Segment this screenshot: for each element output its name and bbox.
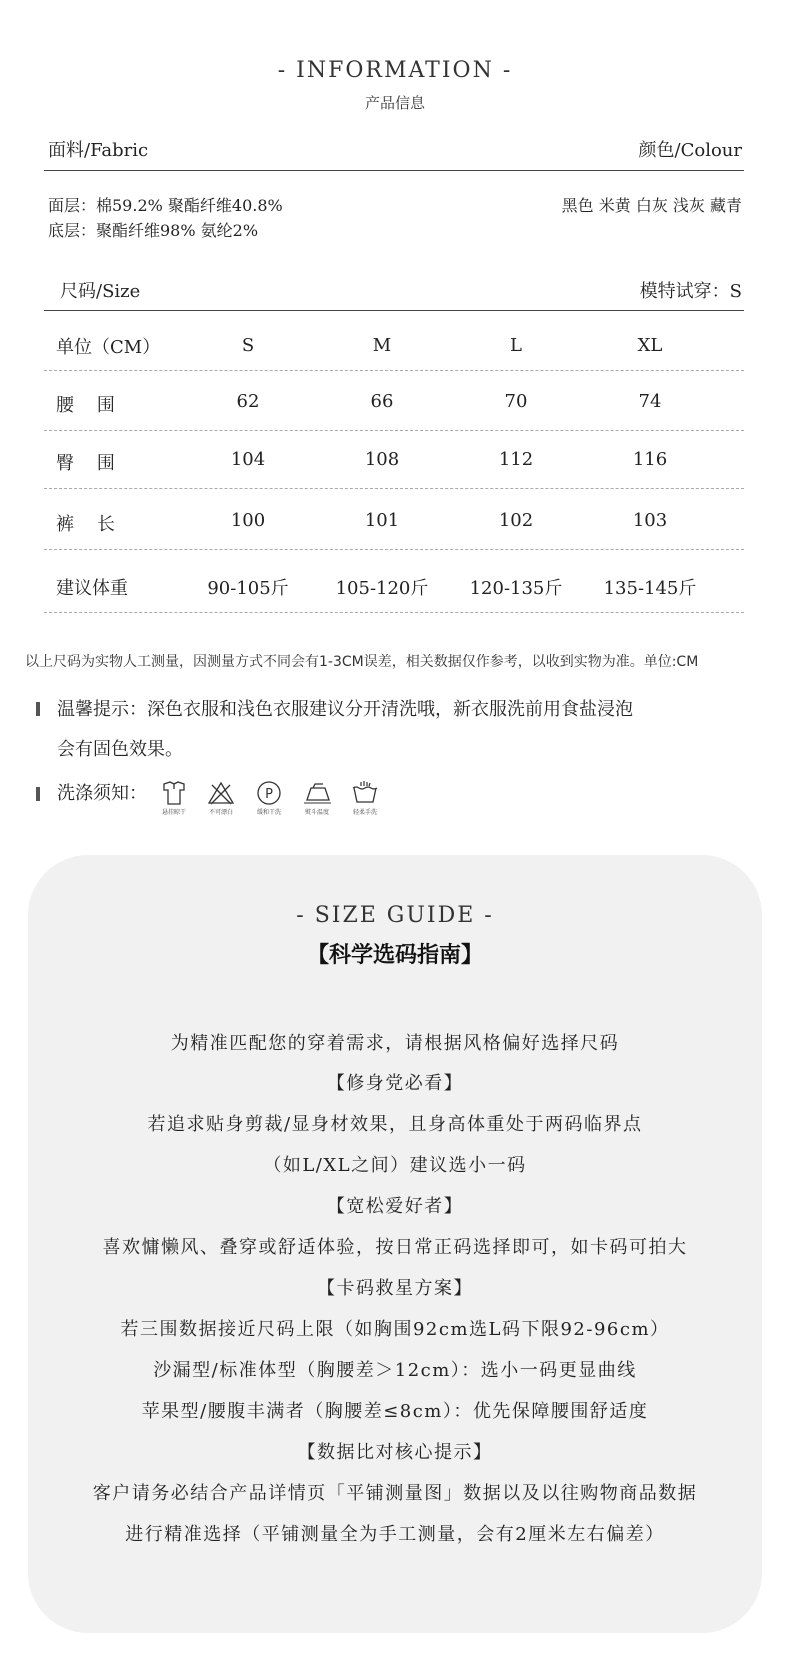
col-header-l: L (510, 335, 522, 356)
hip-m: 108 (364, 449, 400, 470)
wash-label: 洗涤须知： (57, 783, 147, 804)
hand-wash-label: 轻柔手洗 (352, 809, 377, 816)
size-guide-title: - SIZE GUIDE - (296, 903, 494, 928)
model-size: 模特试穿：S (639, 281, 742, 302)
fabric-label: 面料/Fabric (48, 140, 149, 161)
guide-line: 为精准匹配您的穿着需求，请根据风格偏好选择尺码 (170, 1033, 620, 1054)
hip-xl: 116 (632, 449, 668, 470)
iron-label: 熨斗温度 (304, 809, 329, 816)
length-s: 100 (230, 510, 266, 531)
col-header-s: S (241, 335, 255, 356)
row-divider (44, 612, 744, 613)
row-label-length: 裤 长 (56, 514, 115, 535)
row-divider (44, 488, 744, 489)
warm-tip-line1: 温馨提示：深色衣服和浅色衣服建议分开清洗哦，新衣服洗前用食盐浸泡 (57, 699, 633, 720)
guide-line: 沙漏型/标准体型（胸腰差＞12cm）：选小一码更显曲线 (153, 1360, 637, 1381)
guide-line: 客户请务必结合产品详情页「平铺测量图」数据以及以往购物商品数据 (92, 1483, 698, 1504)
information-subtitle: 产品信息 (364, 94, 425, 112)
fabric-divider (44, 170, 744, 171)
tip-bullet (36, 702, 40, 716)
wash-bullet (36, 787, 40, 801)
unit-label: 单位（CM） (56, 337, 161, 358)
col-header-xl: XL (637, 335, 663, 356)
size-divider (44, 310, 744, 311)
guide-heading: 【卡码救星方案】 (317, 1278, 473, 1299)
hang-dry-label: 悬挂晾干 (161, 809, 186, 816)
wash-item-iron (294, 780, 340, 816)
wash-item-hand-wash (342, 780, 388, 816)
hip-l: 112 (498, 449, 534, 470)
dry-clean-label: 缓和干洗 (256, 809, 281, 816)
waist-s: 62 (236, 391, 260, 412)
colour-label: 颜色/Colour (638, 140, 742, 161)
iron-icon (301, 780, 333, 806)
waist-xl: 74 (638, 391, 662, 412)
size-guide-subtitle: 【科学选码指南】 (306, 943, 483, 968)
weight-s: 90-105斤 (207, 578, 289, 599)
hang-dry-icon (160, 780, 188, 806)
guide-heading: 【数据比对核心提示】 (297, 1442, 493, 1463)
svg-text:P: P (265, 787, 273, 802)
length-xl: 103 (632, 510, 668, 531)
row-label-waist: 腰 围 (56, 395, 115, 416)
row-divider (44, 549, 744, 550)
row-divider (44, 430, 744, 431)
size-label: 尺码/Size (60, 281, 141, 302)
col-header-m: M (372, 335, 392, 356)
no-bleach-icon (207, 780, 235, 806)
row-divider (44, 370, 744, 371)
hip-s: 104 (230, 449, 266, 470)
dry-clean-p-icon (255, 780, 283, 806)
guide-heading: 【修身党必看】 (326, 1073, 464, 1094)
guide-line: 喜欢慵懒风、叠穿或舒适体验，按日常正码选择即可，如卡码可拍大 (102, 1237, 688, 1258)
fabric-lining: 底层：聚酯纤维98% 氨纶2% (48, 221, 259, 240)
row-label-hip: 臀 围 (56, 453, 115, 474)
fabric-outer: 面层：棉59.2% 聚酯纤维40.8% (48, 196, 283, 215)
no-bleach-label: 不可漂白 (208, 809, 233, 816)
guide-heading: 【宽松爱好者】 (326, 1196, 464, 1217)
row-label-weight: 建议体重 (56, 578, 128, 599)
guide-line: 进行精准选择（平铺测量全为手工测量，会有2厘米左右偏差） (125, 1524, 665, 1545)
wash-item-hang-dry (151, 780, 197, 816)
guide-line: （如L/XL之间）建议选小一码 (263, 1155, 527, 1176)
information-title: - INFORMATION - (277, 58, 513, 83)
wash-item-no-bleach (198, 780, 244, 816)
guide-line: 苹果型/腰腹丰满者（胸腰差≤8cm）：优先保障腰围舒适度 (141, 1401, 649, 1422)
waist-m: 66 (370, 391, 394, 412)
measurement-note: 以上尺码为实物人工测量，因测量方式不同会有1-3CM误差，相关数据仅作参考，以收到实物为准。单位:CM (25, 654, 699, 670)
colour-list: 黑色 米黄 白灰 浅灰 藏青 (561, 196, 742, 215)
weight-xl: 135-145斤 (603, 578, 697, 599)
guide-line: 若追求贴身剪裁/显身材效果，且身高体重处于两码临界点 (147, 1114, 643, 1135)
warm-tip-line2: 会有固色效果。 (57, 739, 183, 760)
length-l: 102 (498, 510, 534, 531)
length-m: 101 (364, 510, 400, 531)
weight-m: 105-120斤 (335, 578, 429, 599)
waist-l: 70 (504, 391, 528, 412)
wash-item-dry-clean (246, 780, 292, 816)
weight-l: 120-135斤 (469, 578, 563, 599)
hand-wash-icon (350, 780, 380, 806)
guide-line: 若三围数据接近尺码上限（如胸围92cm选L码下限92-96cm） (120, 1319, 670, 1340)
